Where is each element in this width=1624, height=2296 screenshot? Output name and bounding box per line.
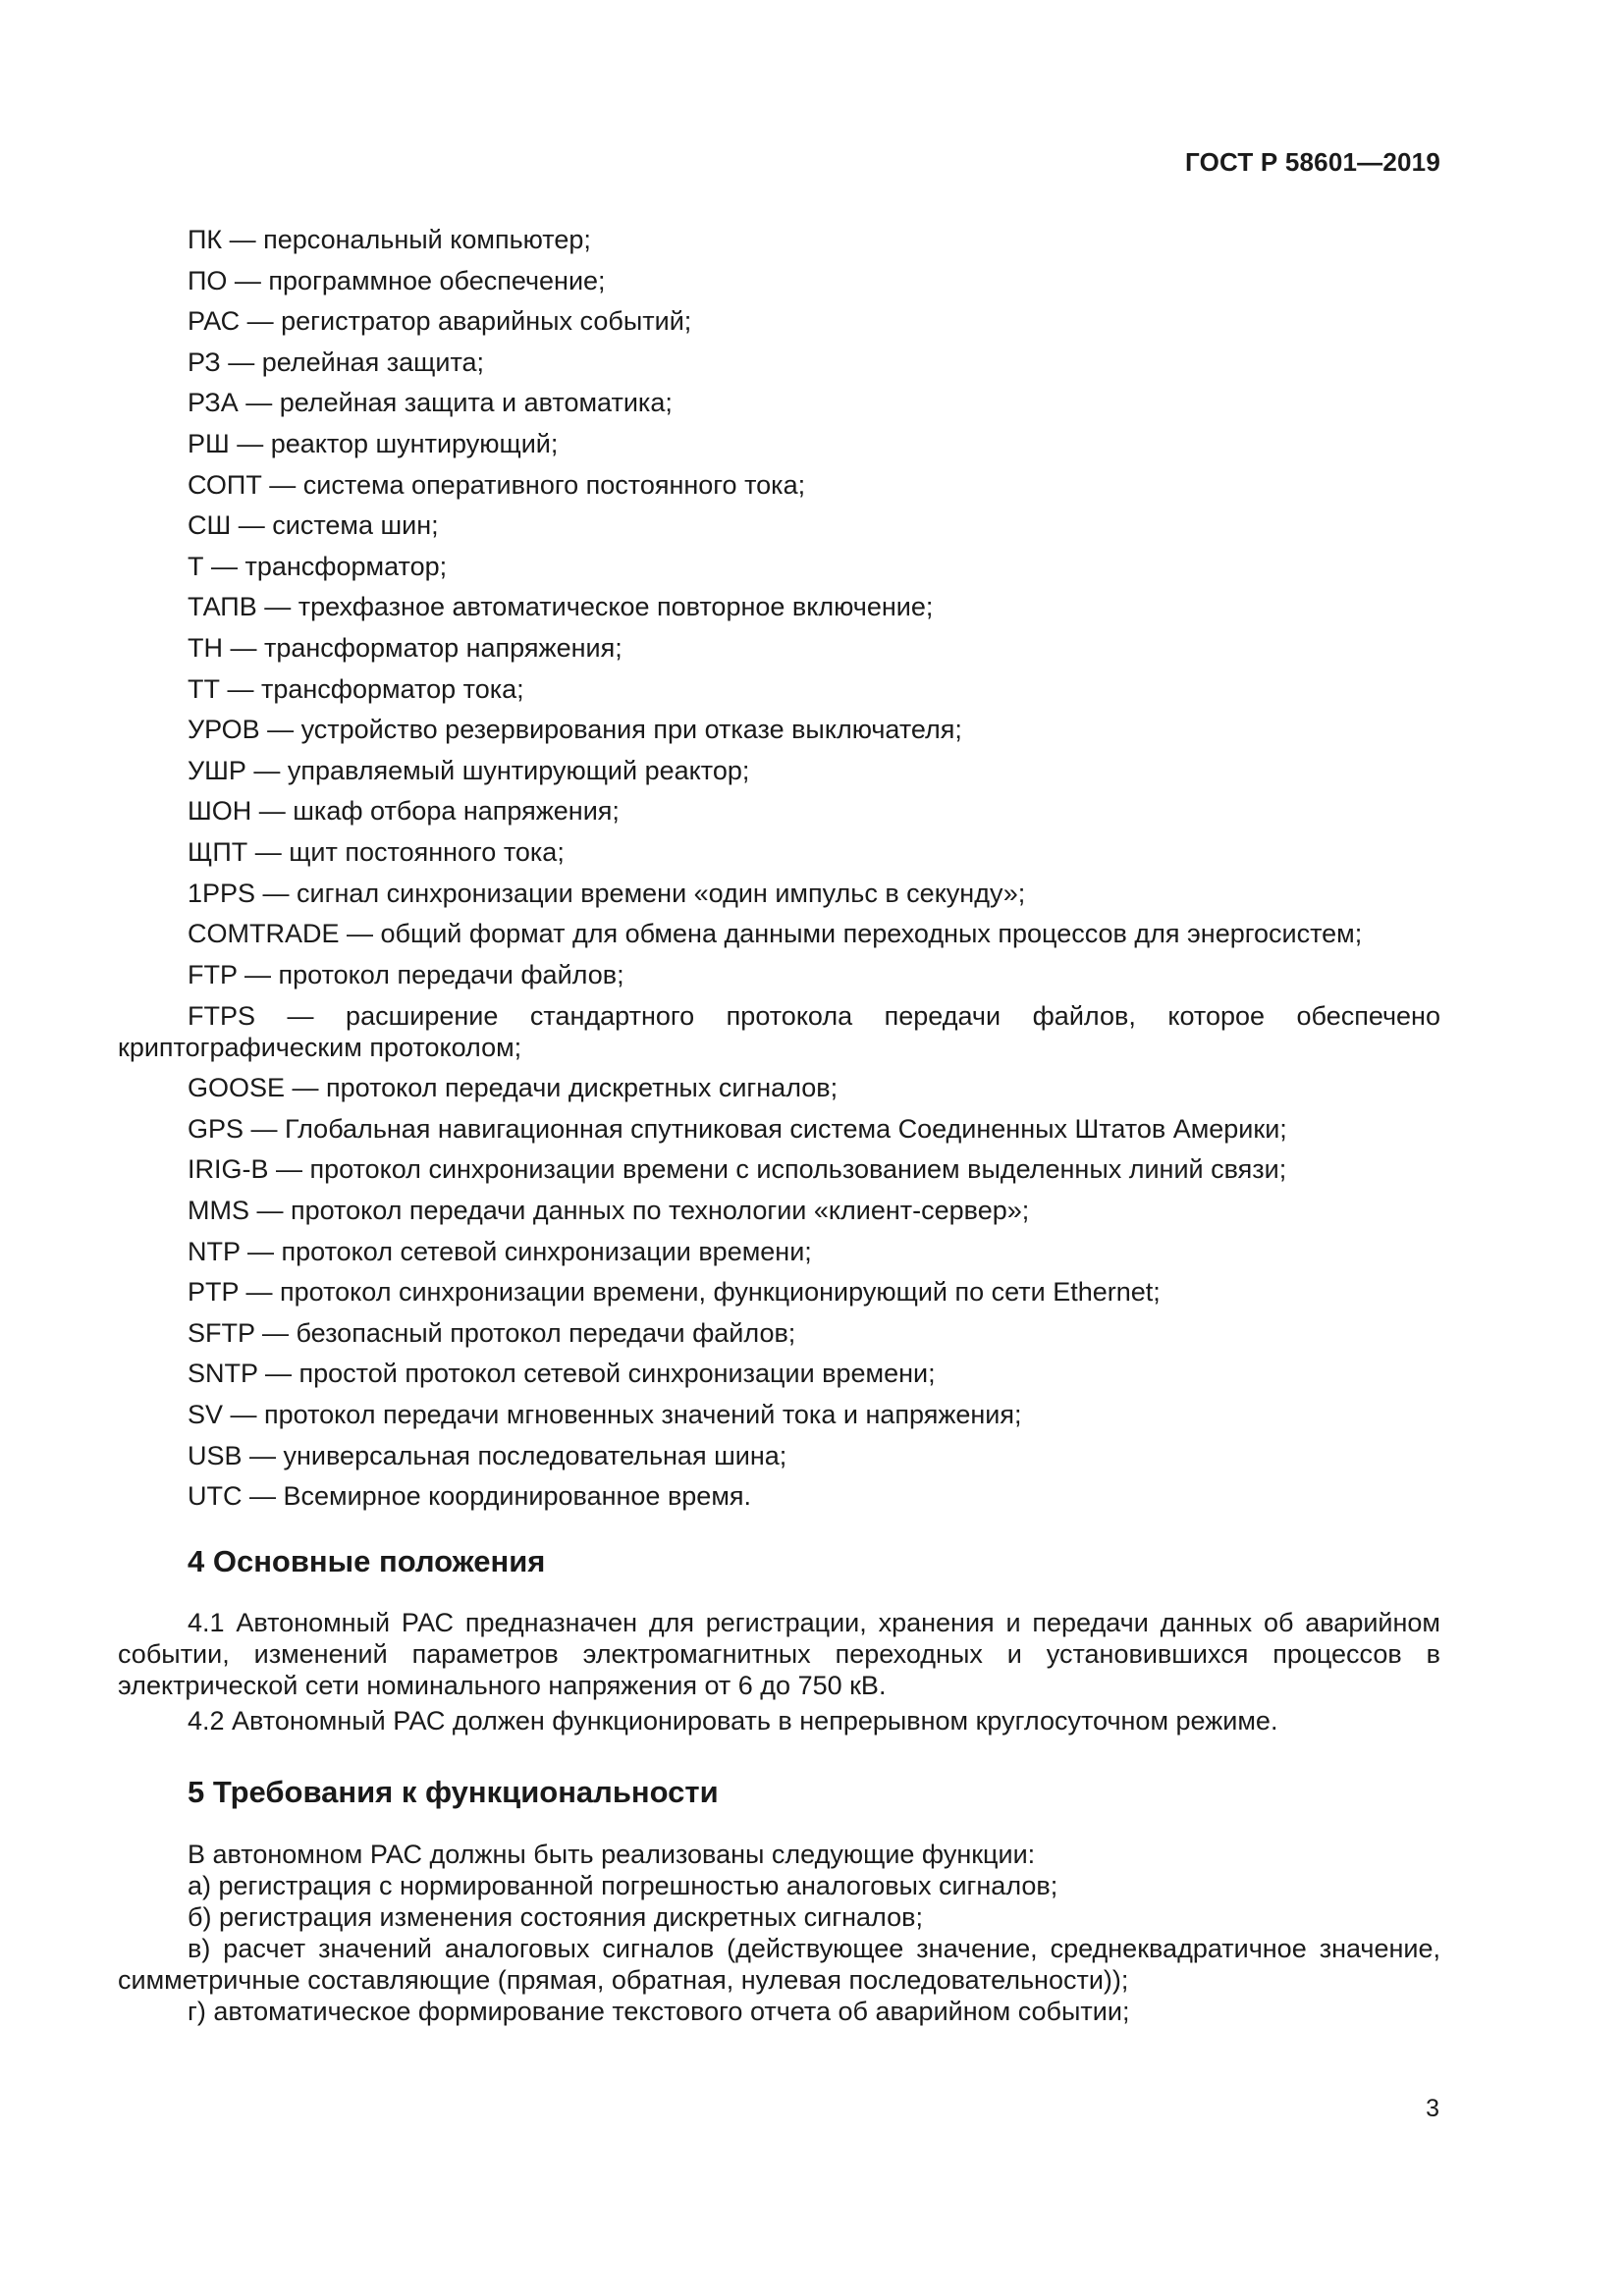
abbreviation-item: ТТ — трансформатор тока; bbox=[188, 673, 524, 704]
function-list-item: б) регистрация изменения состояния дискретных сигналов; bbox=[188, 1902, 923, 1932]
abbreviation-item: 1PPS — сигнал синхронизации времени «один импульс в секунду»; bbox=[188, 878, 1026, 908]
abbreviation-item: ТН — трансформатор напряжения; bbox=[188, 632, 623, 663]
page-number: 3 bbox=[1426, 2095, 1439, 2122]
abbreviation-item: SNTP — простой протокол сетевой синхронизации времени; bbox=[188, 1359, 936, 1389]
function-list-item: а) регистрация с нормированной погрешностью аналоговых сигналов; bbox=[188, 1871, 1058, 1900]
abbreviation-item: GPS — Глобальная навигационная спутниковая система Соединенных Штатов Америки; bbox=[188, 1113, 1287, 1144]
function-list-item: г) автоматическое формирование текстового отчета об аварийном событии; bbox=[188, 1997, 1130, 2026]
abbreviation-item: ШОН — шкаф отбора напряжения; bbox=[188, 796, 620, 827]
abbreviation-item: РАС — регистратор аварийных событий; bbox=[188, 306, 692, 337]
section-5-intro: В автономном РАС должны быть реализованы следующие функции: bbox=[188, 1840, 1036, 1869]
section-5-heading: 5 Требования к функциональности bbox=[188, 1775, 719, 1810]
abbreviation-item: MMS — протокол передачи данных по технологии «клиент-сервер»; bbox=[188, 1196, 1030, 1226]
paragraph-4-2: 4.2 Автономный РАС должен функционировать в непрерывном круглосуточном режиме. bbox=[188, 1706, 1278, 1736]
paragraph-4-1: 4.1 Автономный РАС предназначен для регистрации, хранения и передачи данных об аварийном событии, изменений параметров электромагнитных переходных и установившихся процессов в электрической сети номинального напряжения от 6 до 750 кВ. bbox=[118, 1608, 1440, 1701]
document-code-header: ГОСТ Р 58601—2019 bbox=[1185, 147, 1440, 177]
abbreviation-item: FTPS — расширение стандартного протокола передачи файлов, которое обеспечено криптографическим протоколом; bbox=[118, 1001, 1440, 1063]
abbreviation-item: SFTP — безопасный протокол передачи файлов; bbox=[188, 1317, 796, 1348]
section-4-heading: 4 Основные положения bbox=[188, 1543, 546, 1578]
abbreviation-item: UTC — Всемирное координированное время. bbox=[188, 1481, 752, 1512]
abbreviation-item: NTP — протокол сетевой синхронизации времени; bbox=[188, 1236, 812, 1266]
abbreviation-item: УРОВ — устройство резервирования при отказе выключателя; bbox=[188, 715, 962, 745]
abbreviation-item: SV — протокол передачи мгновенных значений тока и напряжения; bbox=[188, 1400, 1022, 1430]
abbreviation-item: ПО — программное обеспечение; bbox=[188, 265, 606, 295]
abbreviation-item: ТАПВ — трехфазное автоматическое повторное включение; bbox=[188, 592, 934, 622]
page-content bbox=[118, 220, 1440, 2027]
abbreviation-item: FTP — протокол передачи файлов; bbox=[188, 959, 624, 989]
abbreviation-item: PTP — протокол синхронизации времени, функционирующий по сети Ethernet; bbox=[188, 1277, 1161, 1308]
abbreviation-item: GOOSE — протокол передачи дискретных сигналов; bbox=[188, 1073, 839, 1103]
abbreviation-item: УШР — управляемый шунтирующий реактор; bbox=[188, 755, 750, 785]
abbreviation-item: РЗА — релейная защита и автоматика; bbox=[188, 388, 673, 418]
abbreviation-item: IRIG-B — протокол синхронизации времени с использованием выделенных линий связи; bbox=[188, 1154, 1287, 1185]
abbreviation-item: СОПТ — система оперативного постоянного тока; bbox=[188, 469, 806, 500]
section-5 bbox=[118, 1772, 1440, 2027]
abbreviations-list bbox=[118, 220, 1440, 1518]
abbreviation-item: ПК — персональный компьютер; bbox=[188, 225, 591, 254]
abbreviation-item: РЗ — релейная защита; bbox=[188, 347, 485, 377]
section-4 bbox=[118, 1541, 1440, 1737]
abbreviation-item: РШ — реактор шунтирующий; bbox=[188, 428, 559, 458]
abbreviation-item: USB — универсальная последовательная шина; bbox=[188, 1440, 787, 1470]
abbreviation-item: Т — трансформатор; bbox=[188, 551, 448, 581]
abbreviation-item: СШ — система шин; bbox=[188, 510, 439, 541]
function-list-item: в) расчет значений аналоговых сигналов (действующее значение, среднеквадратичное значение, симметричные составляющие (прямая, обратная, нулевая последовательности)); bbox=[118, 1934, 1440, 1995]
abbreviation-item: COMTRADE — общий формат для обмена данными переходных процессов для энергосистем; bbox=[188, 919, 1363, 949]
abbreviation-item: ЩПТ — щит постоянного тока; bbox=[188, 836, 565, 867]
